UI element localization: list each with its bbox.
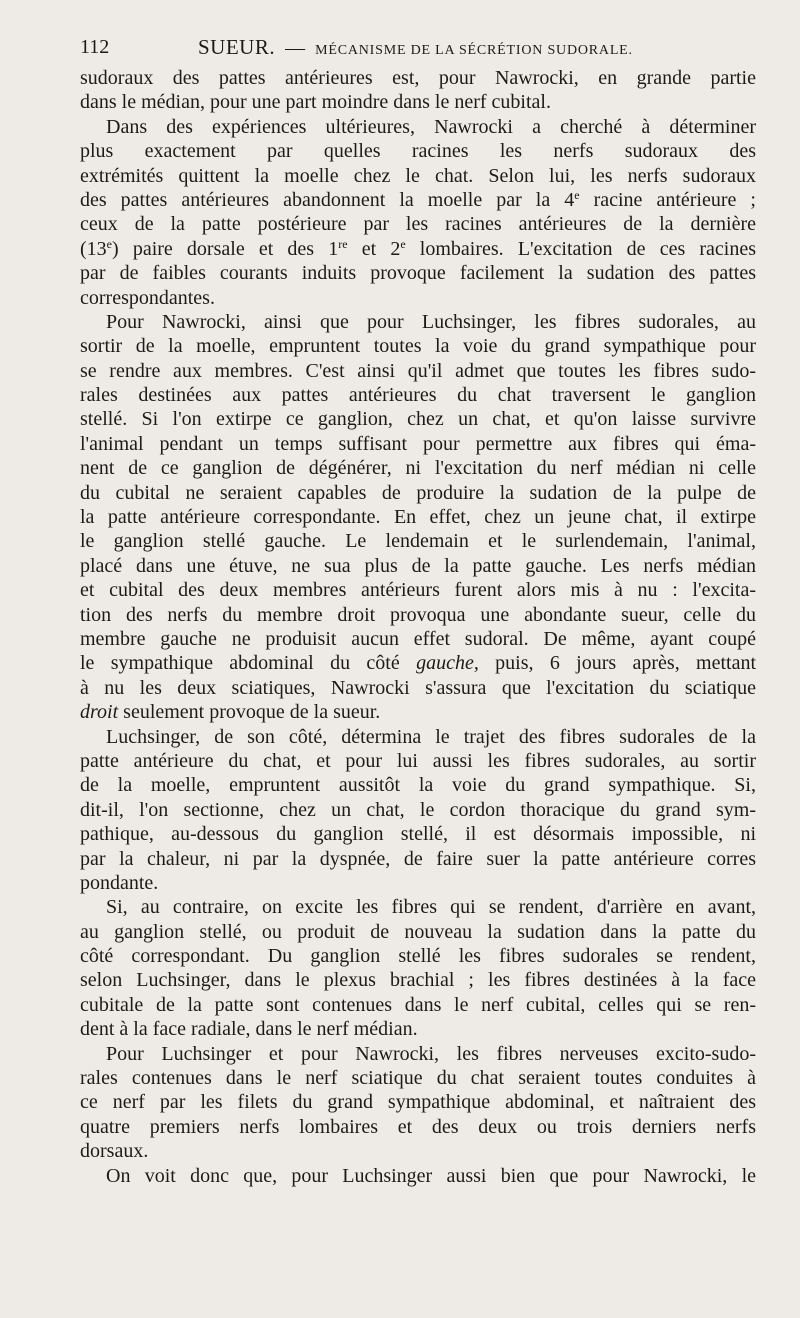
text-segment: seulement provoque de la sueur. (123, 701, 381, 724)
paragraph-6 (80, 1042, 756, 1164)
text-line: rales destinées aux pattes antérieures du chat traversent le ganglion (80, 384, 756, 407)
paragraph-3 (80, 310, 756, 725)
text-line: ceux de la patte postérieure par les racines antérieures de la dernière (80, 213, 756, 236)
paragraph-4 (80, 725, 756, 896)
italic-text: droit (80, 701, 119, 724)
text-line: du cubital ne seraient capables de produire la sudation de la pulpe de (80, 481, 756, 504)
text-line: correspondantes. (80, 286, 215, 309)
text-line: rales contenues dans le nerf sciatique du chat seraient toutes conduites à (80, 1067, 756, 1090)
paragraph-2 (80, 115, 756, 310)
running-head-main: SUEUR. (198, 35, 276, 59)
superscript: re (338, 236, 348, 251)
text-line: dent à la face radiale, dans le nerf médian. (80, 1018, 418, 1041)
text-line: Luchsinger, de son côté, détermina le trajet des fibres sudorales de la (106, 725, 756, 748)
text-line: stellé. Si l'on extirpe ce ganglion, chez un chat, et qu'on laisse survivre (80, 408, 756, 431)
text-segment: des pattes antérieures abandonnent la moelle par la 4 (80, 188, 575, 211)
text-line: selon Luchsinger, dans le plexus brachial ; les fibres destinées à la face (80, 969, 756, 992)
superscript: e (400, 236, 406, 251)
text-line: extrémités quittent la moelle chez le chat. Selon lui, les nerfs sudoraux (80, 164, 756, 187)
text-segment: lombaires. L'excitation de ces racines (405, 237, 756, 260)
text-line: et cubital des deux membres antérieurs furent alors mis à nu : l'excita- (80, 579, 756, 602)
text-line: côté correspondant. Du ganglion stellé les fibres sudorales se rendent, (80, 945, 756, 968)
text-segment: puis, 6 jours après, mettant (478, 652, 756, 675)
text-segment: le sympathique abdominal du côté (80, 652, 400, 675)
text-line: à nu les deux sciatiques, Nawrocki s'assura que l'excitation du sciatique (80, 676, 756, 699)
text-line: de la moelle, empruntent aussitôt la voie du grand sympathique. Si, (80, 774, 756, 797)
text-line: Pour Nawrocki, ainsi que pour Luchsinger, les fibres sudorales, au (106, 310, 756, 333)
text-line: pathique, au-dessous du ganglion stellé, il est désormais impossible, ni (80, 823, 756, 846)
body-text (80, 66, 756, 1188)
running-head-subtitle: MÉCANISME DE LA SÉCRÉTION SUDORALE. (315, 43, 633, 58)
text-line: par de faibles courants induits provoque facilement la sudation des pattes (80, 262, 756, 285)
text-line: au ganglion stellé, ou produit de nouveau la sudation dans la patte du (80, 920, 756, 943)
text-line: par la chaleur, ni par la dyspnée, de faire suer la patte antérieure corres (80, 847, 756, 870)
text-line: sortir de la moelle, empruntent toutes la voie du grand sympathique pour (80, 335, 756, 358)
paragraph-5 (80, 895, 756, 1041)
paragraph-7 (80, 1164, 756, 1188)
text-line: dans le médian, pour une part moindre dans le nerf cubital. (80, 91, 551, 114)
text-line: se rendre aux membres. C'est ainsi qu'il admet que toutes les fibres sudo- (80, 359, 756, 382)
text-line: pondante. (80, 871, 159, 894)
text-line: plus exactement par quelles racines les nerfs sudoraux des (80, 140, 756, 163)
page-header (80, 32, 752, 62)
text-line: On voit donc que, pour Luchsinger aussi bien que pour Nawrocki, le (106, 1164, 756, 1187)
text-line (80, 651, 756, 675)
text-line: sudoraux des pattes antérieures est, pour Nawrocki, en grande partie (80, 67, 756, 89)
text-line: la patte antérieure correspondante. En effet, chez un jeune chat, il extirpe (80, 506, 756, 529)
text-line: ce nerf par les filets du grand sympathique abdominal, et naîtraient des (80, 1091, 756, 1114)
text-segment: et 2 (347, 237, 401, 260)
text-line: dit-il, l'on sectionne, chez un chat, le cordon thoracique du grand sym- (80, 798, 756, 821)
text-line (80, 237, 756, 261)
text-line: quatre premiers nerfs lombaires et des deux ou trois derniers nerfs (80, 1115, 756, 1138)
text-line (80, 700, 756, 724)
text-line: l'animal pendant un temps suffisant pour permettre aux fibres qui éma- (80, 432, 756, 455)
superscript: e (574, 187, 580, 202)
running-head (198, 32, 633, 66)
text-line: Pour Luchsinger et pour Nawrocki, les fibres nerveuses excito-sudo- (106, 1042, 756, 1065)
text-line: le ganglion stellé gauche. Le lendemain et le surlendemain, l'animal, (80, 530, 756, 553)
text-line: cubitale de la patte sont contenues dans le nerf cubital, celles qui se ren- (80, 993, 756, 1016)
text-line: tion des nerfs du membre droit provoqua une abondante sueur, celle du (80, 603, 756, 626)
superscript: e (106, 236, 112, 251)
text-line: Si, au contraire, on excite les fibres qui se rendent, d'arrière en avant, (106, 896, 756, 919)
paragraph-1 (80, 66, 756, 115)
text-line: placé dans une étuve, ne sua plus de la patte gauche. Les nerfs médian (80, 554, 756, 577)
text-line (80, 188, 756, 212)
page-number: 112 (80, 36, 110, 58)
text-line: nent de ce ganglion de dégénérer, ni l'excitation du nerf médian ni celle (80, 457, 756, 480)
text-line: patte antérieure du chat, et pour lui aussi les fibres sudorales, au sortir (80, 749, 756, 772)
text-line: membre gauche ne produisit aucun effet sudoral. De même, ayant coupé (80, 627, 756, 650)
running-head-separator: — (285, 37, 306, 59)
text-line: dorsaux. (80, 1140, 149, 1163)
text-segment: (13 (80, 237, 107, 260)
italic-text: gauche, (416, 652, 479, 675)
text-segment: ) paire dorsale et des 1 (112, 237, 339, 260)
text-segment: racine antérieure ; (579, 188, 756, 211)
text-line: Dans des expériences ultérieures, Nawrocki a cherché à déterminer (106, 115, 756, 138)
